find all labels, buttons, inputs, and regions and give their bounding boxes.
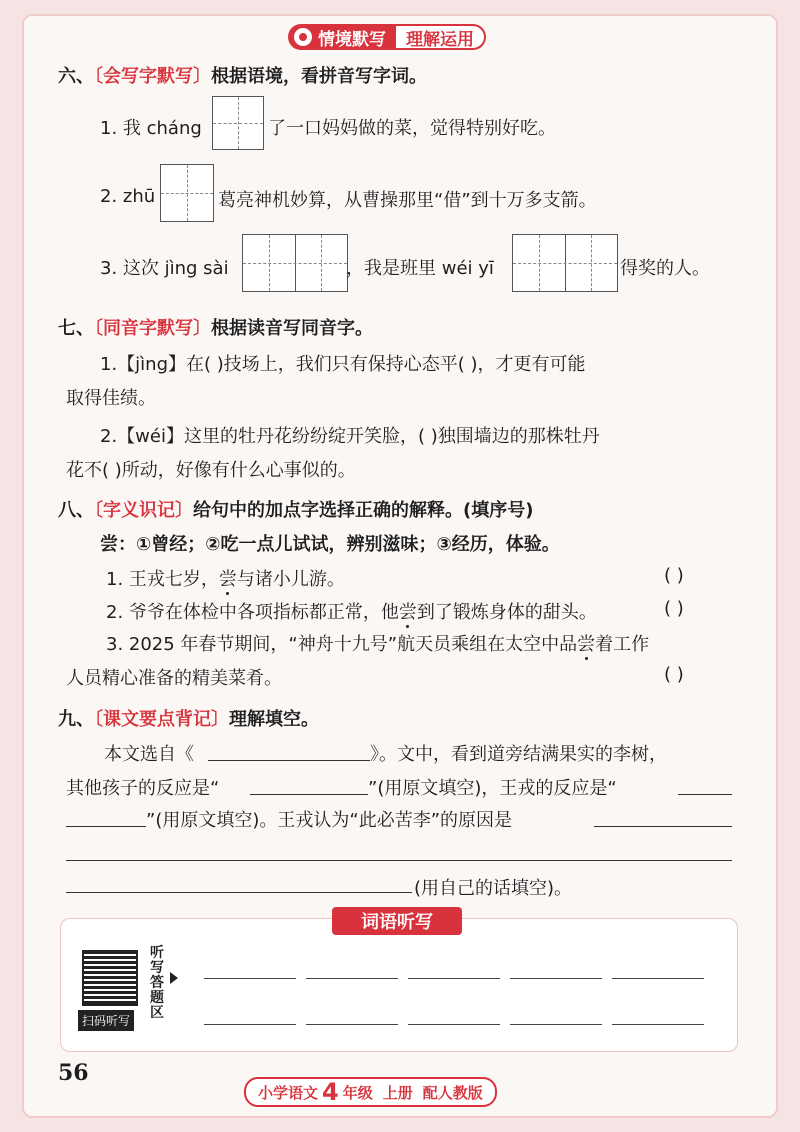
qr-code-icon[interactable] bbox=[82, 950, 138, 1006]
s9-line-3a: ”(用原文填空)。王戎认为“此必苦李”的原因是 bbox=[146, 810, 513, 831]
s8-q2: 2. 爷爷在体检中各项指标都正常，他尝到了锻炼身体的甜头。 bbox=[106, 602, 597, 623]
s9-blank-source[interactable] bbox=[208, 760, 370, 761]
s6-q3-suffix: 得奖的人。 bbox=[620, 258, 710, 279]
s6-q1-prefix: 1. 我 cháng bbox=[100, 118, 202, 139]
s6-q3-middle: ，我是班里 wéi yī bbox=[346, 258, 494, 279]
banner-right: 理解运用 bbox=[396, 24, 486, 50]
footer-grade-suffix: 年级 bbox=[342, 1083, 373, 1102]
dictation-line[interactable] bbox=[204, 1024, 296, 1025]
footer-subject: 小学语文 bbox=[258, 1083, 319, 1102]
section-9-tag: 〔课文要点背记〕 bbox=[94, 709, 229, 730]
dictation-line[interactable] bbox=[510, 978, 602, 979]
section-6-title: 六、〔会写字默写〕根据语境，看拼音写字词。 bbox=[58, 66, 427, 87]
page-number: 56 bbox=[58, 1060, 89, 1086]
dictation-line[interactable] bbox=[306, 978, 398, 979]
s9-blank-reason-a[interactable] bbox=[594, 826, 732, 827]
s7-q1-line-b: 取得佳绩。 bbox=[66, 388, 156, 409]
section-7-tag: 〔同音字默写〕 bbox=[94, 318, 211, 339]
s6-q2-suffix: 葛亮神机妙算，从曹操那里“借”到十万多支箭。 bbox=[218, 190, 597, 211]
banner-left bbox=[288, 24, 396, 50]
s8-q1-dotted-char: 尝 bbox=[218, 569, 237, 590]
s8-q3: 3. 2025 年春节期间，“神舟十九号”航天员乘组在太空中品尝着工作 bbox=[106, 634, 650, 655]
s6-q2-grid[interactable] bbox=[160, 164, 214, 222]
dictation-line[interactable] bbox=[510, 1024, 602, 1025]
dictation-line[interactable] bbox=[408, 978, 500, 979]
s6-q3-grid-2[interactable] bbox=[512, 234, 618, 292]
s8-q1-answer[interactable]: ( ) bbox=[664, 565, 684, 586]
banner-left-label: 情境默写 bbox=[318, 29, 386, 50]
s6-q1-grid[interactable] bbox=[212, 96, 264, 150]
s9-line-1a: 本文选自《 bbox=[104, 744, 194, 765]
s7-q2-line-b: 花不( )所动，好像有什么心事似的。 bbox=[66, 460, 356, 481]
dictation-area-label: 听写答题区 bbox=[150, 945, 164, 1021]
book-footer bbox=[244, 1077, 497, 1107]
section-7-title: 七、〔同音字默写〕根据读音写同音字。 bbox=[58, 318, 373, 339]
s9-blank-reason-c[interactable] bbox=[66, 892, 412, 893]
dictation-line[interactable] bbox=[204, 978, 296, 979]
s6-q3-grid-1[interactable] bbox=[242, 234, 348, 292]
footer-edition: 配人教版 bbox=[422, 1083, 483, 1102]
s9-line-5b: (用自己的话填空)。 bbox=[414, 878, 573, 899]
s8-definition: 尝：①曾经；②吃一点儿试试，辨别滋味；③经历，体验。 bbox=[100, 534, 560, 555]
dictation-line[interactable] bbox=[612, 1024, 704, 1025]
target-icon bbox=[294, 28, 312, 46]
s6-q3-prefix: 3. 这次 jìng sài bbox=[100, 258, 229, 279]
section-8-title: 八、〔字义识记〕给句中的加点字选择正确的解释。(填序号) bbox=[58, 500, 534, 521]
footer-term: 上册 bbox=[382, 1083, 413, 1102]
s6-q2-prefix: 2. zhū bbox=[100, 186, 156, 207]
dictation-line[interactable] bbox=[408, 1024, 500, 1025]
section-6-tag: 〔会写字默写〕 bbox=[94, 66, 211, 87]
s8-q3-answer[interactable]: ( ) bbox=[664, 664, 684, 685]
s8-q2-answer[interactable]: ( ) bbox=[664, 598, 684, 619]
dictation-title: 词语听写 bbox=[332, 907, 462, 935]
qr-label: 扫码听写 bbox=[78, 1010, 134, 1031]
s8-q1: 1. 王戎七岁，尝与诸小儿游。 bbox=[106, 569, 345, 590]
s9-blank-wangrong-a[interactable] bbox=[678, 794, 732, 795]
s9-blank-others[interactable] bbox=[250, 794, 368, 795]
s9-line-2b: ”(用原文填空)，王戎的反应是“ bbox=[368, 778, 617, 799]
section-8-tag: 〔字义识记〕 bbox=[94, 500, 193, 521]
dictation-line[interactable] bbox=[612, 978, 704, 979]
s9-blank-wangrong-b[interactable] bbox=[66, 826, 146, 827]
s9-line-1b: 》。文中，看到道旁结满果实的李树， bbox=[370, 744, 667, 765]
section-9-title: 九、〔课文要点背记〕理解填空。 bbox=[58, 709, 319, 730]
s9-line-2a: 其他孩子的反应是“ bbox=[66, 778, 220, 799]
dictation-line[interactable] bbox=[306, 1024, 398, 1025]
s7-q1-line-a: 1.【jìng】在( )技场上，我们只有保持心态平( )，才更有可能 bbox=[100, 354, 586, 375]
s8-q3-dotted-char: 尝 bbox=[577, 634, 596, 655]
footer-grade-num: 4 bbox=[322, 1078, 339, 1106]
s7-q2-line-a: 2.【wéi】这里的牡丹花纷纷绽开笑脸，( )独围墙边的那株牡丹 bbox=[100, 426, 600, 447]
arrow-right-icon bbox=[170, 972, 178, 984]
s9-blank-reason-b[interactable] bbox=[66, 860, 732, 861]
section-banner bbox=[288, 24, 486, 50]
s8-q2-dotted-char: 尝 bbox=[398, 602, 417, 623]
s8-q3-line-b: 人员精心准备的精美菜肴。 bbox=[66, 668, 282, 689]
s6-q1-suffix: 了一口妈妈做的菜，觉得特别好吃。 bbox=[268, 118, 556, 139]
